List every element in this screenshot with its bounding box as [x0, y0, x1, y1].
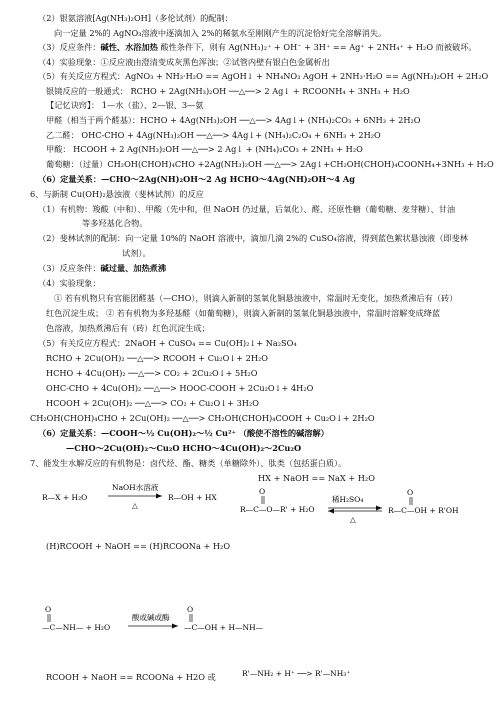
ester-hydrolysis-diagram: [236, 486, 486, 536]
text-line: 甲醛（相当于两个醛基）：HCHO + 4Ag(NH₃)₂OH ──△──> 4Ag↓+ (NH₄)₂CO₃ + 6NH₃ + 2H₂O: [46, 115, 421, 125]
text-line: （4）实验现象：: [38, 278, 101, 288]
text-line: OHC-CHO + 4Cu(OH)₂ ──△──> HOOC-COOH + 2Cu₂O↓+ 4H₂O: [46, 383, 314, 393]
text-line: （5）有关反应方程式：AgNO₃ + NH₃·H₂O == AgOH↓ + NH₄NO₃ AgOH + 2NH₃·H₂O == Ag(NH₃)₂OH + 2H₂O: [38, 71, 489, 81]
text-line: （6）定量关系：—CHO～2Ag(NH)₂OH～2 Ag HCHO～4Ag(NH)₂OH～4 Ag: [38, 174, 355, 184]
text-line: 【记忆诀窍】： 1—水（盐）、2—银、3—氨: [46, 100, 204, 110]
amine-reaction: [238, 662, 478, 682]
text-line: （6）定量关系：—COOH～½ Cu(OH)₂～½ Cu²⁺ （酸使不溶性的碱溶解）: [38, 428, 329, 438]
text-line: RCOOH + NaOH == RCOONa + H2O 或: [46, 672, 216, 682]
haloalkane-left: R—X + H₂O: [42, 493, 88, 502]
text-line: 试剂）。: [122, 248, 151, 258]
text-line: 银镜反应的一般通式： RCHO + 2Ag(NH₃)₂OH ──△──> 2 Ag↓ + RCOONH₄ + 3NH₃ + H₂O: [46, 86, 410, 96]
text-line: 葡萄糖：（过量）CH₂OH(CHOH)₄CHO +2Ag(NH₃)₂OH ──△──> 2Ag↓+CH₂OH(CHOH)₄COONH₄+3NH₃ + H₂O: [46, 159, 494, 169]
peptide-hydrolysis-diagram: [38, 600, 264, 650]
svg-text:—C—NH— + H₂O: —C—NH— + H₂O: [42, 623, 111, 632]
text-line: 红色沉淀生成； ② 若有机物为多羟基醛（如葡萄糖），则滴入新制的氢氧化铜悬浊液中，常温时溶解变成绛蓝: [46, 308, 441, 318]
text-line: 7、能发生水解反应的有机物是：卤代烃、酯、糖类（单糖除外）、肽类（包括蛋白质）。: [30, 458, 347, 468]
text-line: (H)RCOOH + NaOH == (H)RCOONa + H₂O: [46, 541, 231, 551]
haloalkane-condition: NaOH水溶液: [112, 483, 159, 492]
text-line: （5）有关反应方程式：2NaOH + CuSO₄ == Cu(OH)₂↓+ Na₂SO₄: [38, 338, 297, 348]
svg-text:R—C—OH + R'OH: R—C—OH + R'OH: [388, 506, 459, 515]
text-line: 乙二醛： OHC-CHO + 4Ag(NH₃)₂OH ──△──> 4Ag↓+ (NH₄)₂C₂O₄ + 6NH₃ + 2H₂O: [46, 130, 381, 140]
text-line: RCHO + 2Cu(OH)₂ ──△──> RCOOH + Cu₂O↓+ 2H₂O: [46, 353, 268, 363]
peptide-condition: 酸或碱或酶: [132, 613, 170, 622]
text-line: HCHO + 4Cu(OH)₂ ──△──> CO₂ + 2Cu₂O↓+ 5H₂O: [46, 368, 258, 378]
svg-text:O: O: [187, 605, 194, 614]
svg-text:R—C—O—R' + H₂O: R—C—O—R' + H₂O: [240, 505, 315, 514]
haloalkane-product: R—OH + HX: [168, 493, 217, 502]
text-line: —CHO～2Cu(OH)₂～Cu₂O HCHO～4Cu(OH)₂～2Cu₂O: [66, 443, 302, 453]
text-line: HX + NaOH == NaX + H₂O: [258, 473, 375, 483]
text-line: （3）反应条件：碱性、水浴加热 酸性条件下，则有 Ag(NH₃)₂⁺ + OH⁻ + 3H⁺ == Ag⁺ + 2NH₄⁺ + H₂O 而被破坏。: [38, 42, 477, 52]
ester-condition-heat: △: [350, 515, 356, 524]
text-line: 等多羟基化合物。: [82, 218, 148, 228]
svg-text:O: O: [407, 488, 414, 497]
haloalkane-condition-heat: △: [132, 501, 138, 510]
text-line: （2）银氨溶液[Ag(NH₃)₂OH]（多伦试剂）的配制：: [38, 13, 233, 23]
text-line: （3）反应条件：碱过量、加热煮沸: [38, 263, 167, 273]
text-line: 甲酸： HCOOH + 2 Ag(NH₃)₂OH ──△──> 2 Ag↓ + (NH₄)₂CO₃ + 2NH₃ + H₂O: [46, 144, 363, 154]
text-line: 6、与新制 Cu(OH)₂悬浊液（斐林试剂）的反应: [30, 189, 204, 199]
svg-text:O: O: [259, 487, 266, 496]
text-line: 向一定量 2%的 AgNO₃溶液中逐滴加入 2%的稀氨水至刚刚产生的沉淀恰好完全溶解消失。: [54, 28, 387, 38]
text-line: （1）有机物：羧酸（中和）、甲酸（先中和，但 NaOH 仍过量，后氧化）、醛、还原性糖（葡萄糖、麦芽糖）、甘油: [38, 204, 456, 214]
text-line: ① 若有机物只有官能团醛基（—CHO），则滴入新制的氢氧化铜悬浊液中，常温时无变化，加热煮沸后有（砖）: [54, 293, 458, 303]
ester-condition: 稀H₂SO₄: [332, 495, 364, 504]
amine-text: R'—NH₂ + H⁺ ──> R'—NH₃⁺: [242, 669, 351, 678]
text-line: CH₂OH(CHOH)₄CHO + 2Cu(OH)₂ ──△──> CH₂OH(CHOH)₄COOH + Cu₂O↓+ 2H₂O: [30, 413, 375, 423]
text-line: （4）实验现象：①反应液由澄清变成灰黑色浑浊；②试管内壁有银白色金属析出: [38, 57, 330, 67]
text-line: 色溶液，加热煮沸后有（砖）红色沉淀生成；: [46, 323, 210, 333]
text-line: HCOOH + 2Cu(OH)₂ ──△──> CO₂ + Cu₂O↓+ 3H₂O: [46, 398, 259, 408]
svg-text:O: O: [45, 605, 52, 614]
svg-text:—C—OH + H—NH—: —C—OH + H—NH—: [184, 623, 264, 632]
haloalkane-hydrolysis-diagram: [38, 478, 238, 518]
text-line: （2）斐林试剂的配制：向一定量 10%的 NaOH 溶液中，滴加几滴 2%的 CuSO₄溶液，得到蓝色絮状悬浊液（即斐林: [38, 233, 468, 243]
